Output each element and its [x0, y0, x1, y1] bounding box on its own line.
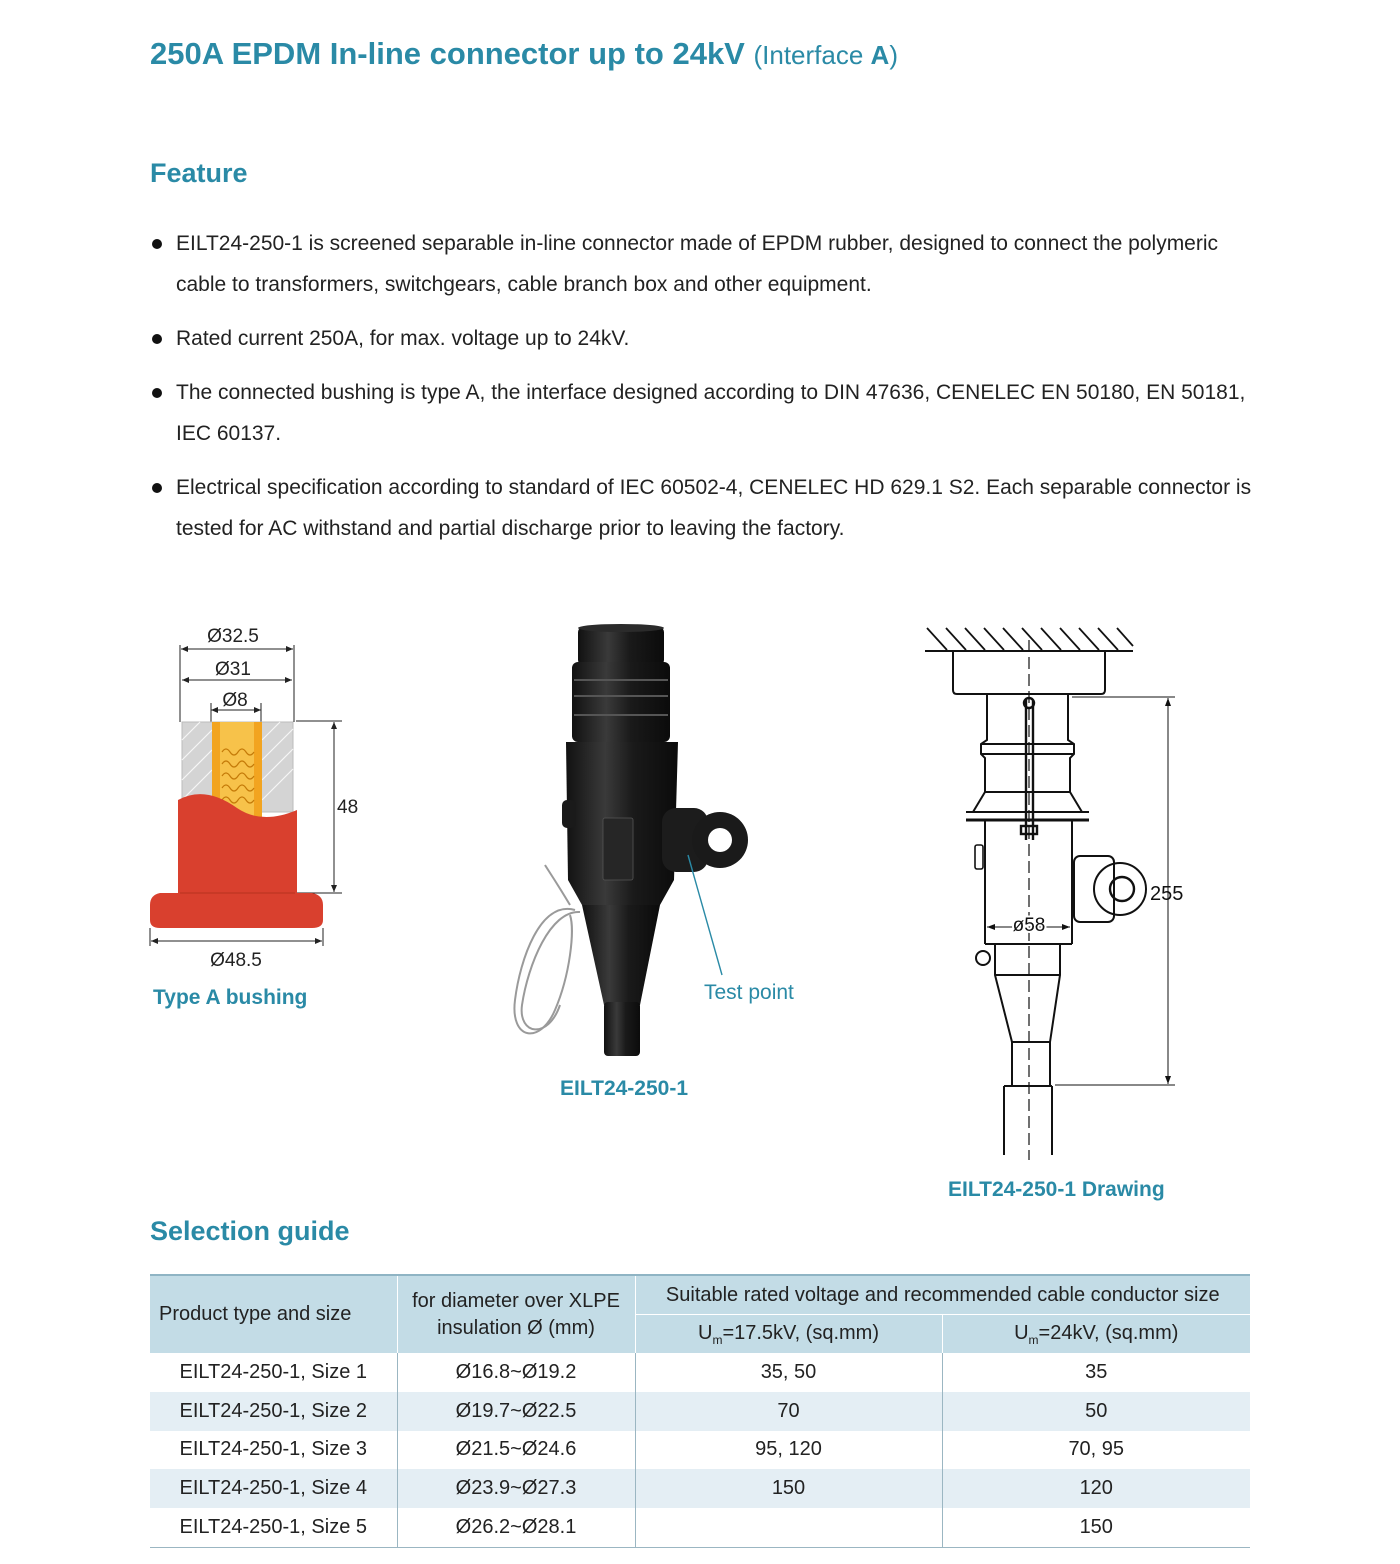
- header-24kv: $U_m=24kV$, (sq.mm): [942, 1315, 1250, 1354]
- cell-24kv: 150: [942, 1508, 1250, 1547]
- dim-outer-label: Ø32.5: [207, 626, 259, 647]
- feature-heading: Feature: [150, 158, 248, 188]
- drawing-caption: EILT24-250-1 Drawing: [948, 1178, 1165, 1201]
- product-caption: EILT24-250-1: [560, 1077, 688, 1100]
- dim-diameter-label: ø58: [1012, 915, 1046, 936]
- technical-drawing: [915, 620, 1195, 1160]
- cell-24kv: 70, 95: [1068, 1438, 1125, 1461]
- title-interface: (Interface A): [753, 40, 898, 70]
- cell-24kv: 35: [1085, 1360, 1108, 1383]
- selection-table: [150, 1274, 1250, 1548]
- cell-17-5kv: 70: [635, 1392, 942, 1431]
- table-row: [150, 1508, 1250, 1547]
- table-row: [150, 1392, 1250, 1431]
- cell-product: EILT24-250-1, Size 2: [150, 1392, 397, 1431]
- feature-item: Electrical specification according to standard of IEC 60502-4, CENELEC HD 629.1 S2. Each separable connector is tested for AC withstand and partial discharge prior to leaving the factory.: [150, 467, 1260, 549]
- cell-diameter: Ø16.8~Ø19.2: [397, 1353, 635, 1392]
- cell-17-5kv: [635, 1508, 942, 1547]
- dim-inner-label: Ø31: [215, 659, 251, 680]
- test-point-callout: Test point: [704, 981, 794, 1004]
- cell-24kv: 120: [942, 1469, 1250, 1508]
- cell-diameter: Ø19.7~Ø22.5: [397, 1392, 635, 1431]
- title-main: 250A EPDM In-line connector up to 24kV: [150, 36, 745, 71]
- connector-illustration: [500, 620, 810, 1060]
- test-point-callout-line: [688, 855, 722, 975]
- cell-diameter: Ø23.9~Ø27.3: [397, 1469, 635, 1508]
- header-suitable: Suitable rated voltage and recommended cable conductor size: [635, 1275, 1250, 1315]
- cell-product: EILT24-250-1, Size 5: [150, 1508, 397, 1547]
- cell-17-5kv: 95, 120: [635, 1431, 942, 1470]
- dim-length-label: 255: [1150, 883, 1184, 905]
- cell-product: EILT24-250-1, Size 1: [150, 1353, 397, 1392]
- cell-product: EILT24-250-1, Size 3: [150, 1431, 397, 1470]
- table-row: [150, 1469, 1250, 1508]
- dim-base-label: Ø48.5: [210, 950, 262, 971]
- dim-pin-label: Ø8: [222, 690, 248, 711]
- feature-item: Rated current 250A, for max. voltage up to 24kV.: [150, 318, 1260, 359]
- cell-diameter: Ø26.2~Ø28.1: [397, 1508, 635, 1547]
- bushing-caption: Type A bushing: [153, 986, 308, 1009]
- cell-17-5kv: 150: [635, 1469, 942, 1508]
- feature-item: EILT24-250-1 is screened separable in-line connector made of EPDM rubber, designed to connect the polymeric cable to transformers, switchgears, cable branch box and other equipment.: [150, 223, 1260, 305]
- header-17-5kv: $U_m=17.5kV$, (sq.mm): [635, 1315, 942, 1354]
- bushing-body: [150, 794, 323, 928]
- feature-list: [150, 223, 1260, 562]
- header-product: Product type and size: [150, 1275, 397, 1353]
- header-diameter: for diameter over XLPE insulation Ø (mm): [397, 1275, 635, 1353]
- cell-product: EILT24-250-1, Size 4: [150, 1469, 397, 1508]
- bushing-drawing: [140, 615, 360, 975]
- dim-height-label: 48: [337, 797, 359, 818]
- table-row: [150, 1353, 1250, 1392]
- page-title: [150, 36, 898, 72]
- selection-heading: Selection guide: [150, 1216, 350, 1246]
- cell-24kv: 50: [942, 1392, 1250, 1431]
- table-header-row: [150, 1275, 1250, 1315]
- table-row: [150, 1431, 1250, 1470]
- feature-item: The connected bushing is type A, the interface designed according to DIN 47636, CENELEC EN 50180, EN 50181, IEC 60137.: [150, 372, 1260, 454]
- cell-17-5kv: 35, 50: [635, 1353, 942, 1392]
- cell-diameter: Ø21.5~Ø24.6: [397, 1431, 635, 1470]
